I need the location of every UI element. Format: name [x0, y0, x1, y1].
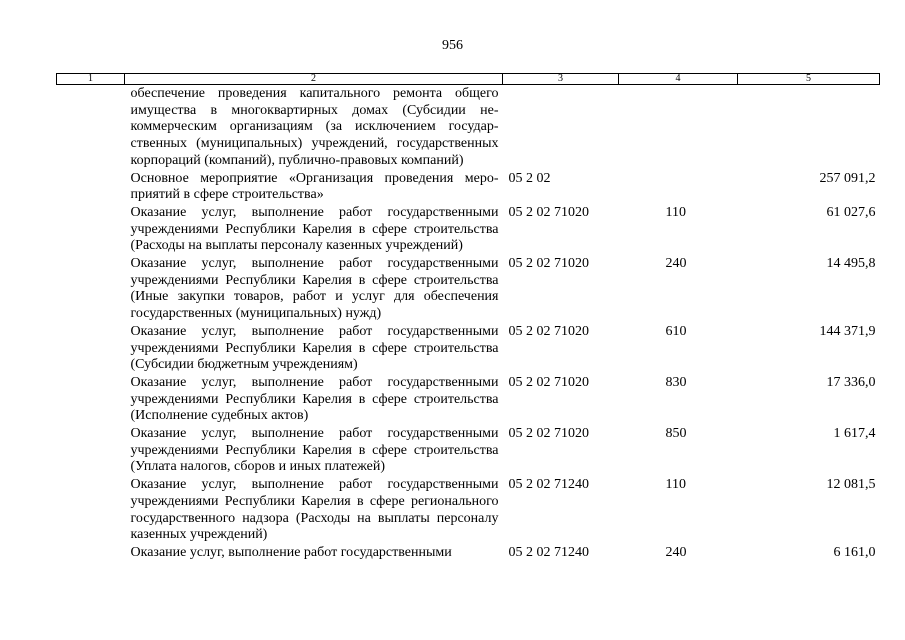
row-amount [738, 85, 880, 170]
table-row [57, 255, 880, 323]
row-description: Оказание услуг, выполнение работ государственными учреждениями Республики Карелия в сфере строительства (Уплата налогов, сборов и иных платежей) [130, 426, 499, 475]
row-kind: 240 [665, 256, 687, 272]
row-description: Оказание услуг, выполнение работ государственными учреждениями Республики Карелия в сфере строительства (Расходы на выплаты персоналу казенных учреждений) [130, 204, 499, 254]
row-description: Оказание услуг, выполнение работ государственными учреждениями Республики Карелия в сфере строительства (Иные закупки товаров, работ и услуг для обеспечения государственных (муниципальных) нужд) [130, 256, 499, 322]
column-header: 1 [57, 74, 125, 85]
row-kind: 110 [665, 204, 686, 220]
row-description: Оказание услуг, выполнение работ государственными учреждениями Республики Карелия в сфере строительства (Исполнение судебных актов) [130, 374, 499, 424]
row-description: Оказание услуг, выполнение работ государственными учреждениями Республики Карелия в сфере строительства (Субсидии бюджетным учреждениям) [130, 323, 499, 373]
row-amount: 1 617,4 [833, 426, 876, 442]
table-header [57, 74, 880, 85]
row-code: 05 2 02 71020 [508, 323, 589, 339]
table-row [57, 85, 880, 170]
row-kind [619, 170, 738, 204]
column-header: 3 [503, 74, 619, 85]
row-kind: 610 [665, 323, 687, 339]
row-kind: 240 [665, 544, 687, 560]
table-row [57, 544, 880, 562]
row-amount: 6 161,0 [833, 544, 876, 560]
row-amount: 12 081,5 [826, 477, 876, 493]
row-description: обеспечение проведения капитального ремонта общего имущества в многоквартирных домах (Субсидии некоммерческим организациям (за исключением государственных (муниципальных) учреждений, государственных корпораций (компаний), публично-правовых компаний) [130, 86, 499, 168]
row-description: Основное мероприятие «Организация проведения мероприятий в сфере строительства» [130, 170, 499, 203]
row-code: 05 2 02 71020 [508, 256, 589, 272]
table-row [57, 170, 880, 204]
row-code: 05 2 02 [508, 170, 551, 186]
row-description: Оказание услуг, выполнение работ государственными [130, 544, 452, 560]
row-code: 05 2 02 71020 [508, 426, 589, 442]
row-kind [619, 85, 738, 170]
column-header: 2 [125, 74, 503, 85]
row-kind: 850 [665, 426, 687, 442]
row-amount: 17 336,0 [826, 374, 876, 390]
page-number: 956 [442, 38, 463, 53]
row-kind: 830 [665, 374, 687, 390]
column-header: 4 [619, 74, 738, 85]
column-header: 5 [738, 74, 880, 85]
row-code: 05 2 02 71020 [508, 374, 589, 390]
row-amount: 14 495,8 [826, 256, 876, 272]
row-kind: 110 [665, 477, 686, 493]
table-row [57, 374, 880, 425]
row-code: 05 2 02 71240 [508, 477, 589, 493]
row-amount: 61 027,6 [826, 204, 876, 220]
table-row [57, 204, 880, 255]
row-code [503, 85, 619, 170]
row-amount: 144 371,9 [819, 323, 876, 339]
row-code: 05 2 02 71240 [508, 544, 589, 560]
table-row [57, 425, 880, 476]
table-row [57, 476, 880, 544]
table-row [57, 323, 880, 374]
row-code: 05 2 02 71020 [508, 204, 589, 220]
budget-table [56, 73, 880, 562]
row-description: Оказание услуг, выполнение работ государственными учреждениями Республики Карелия в сфере регионального государственного надзора (Расходы на выплаты персоналу казенных учреждений) [130, 477, 499, 543]
table-body [57, 85, 880, 562]
row-amount: 257 091,2 [819, 170, 876, 186]
